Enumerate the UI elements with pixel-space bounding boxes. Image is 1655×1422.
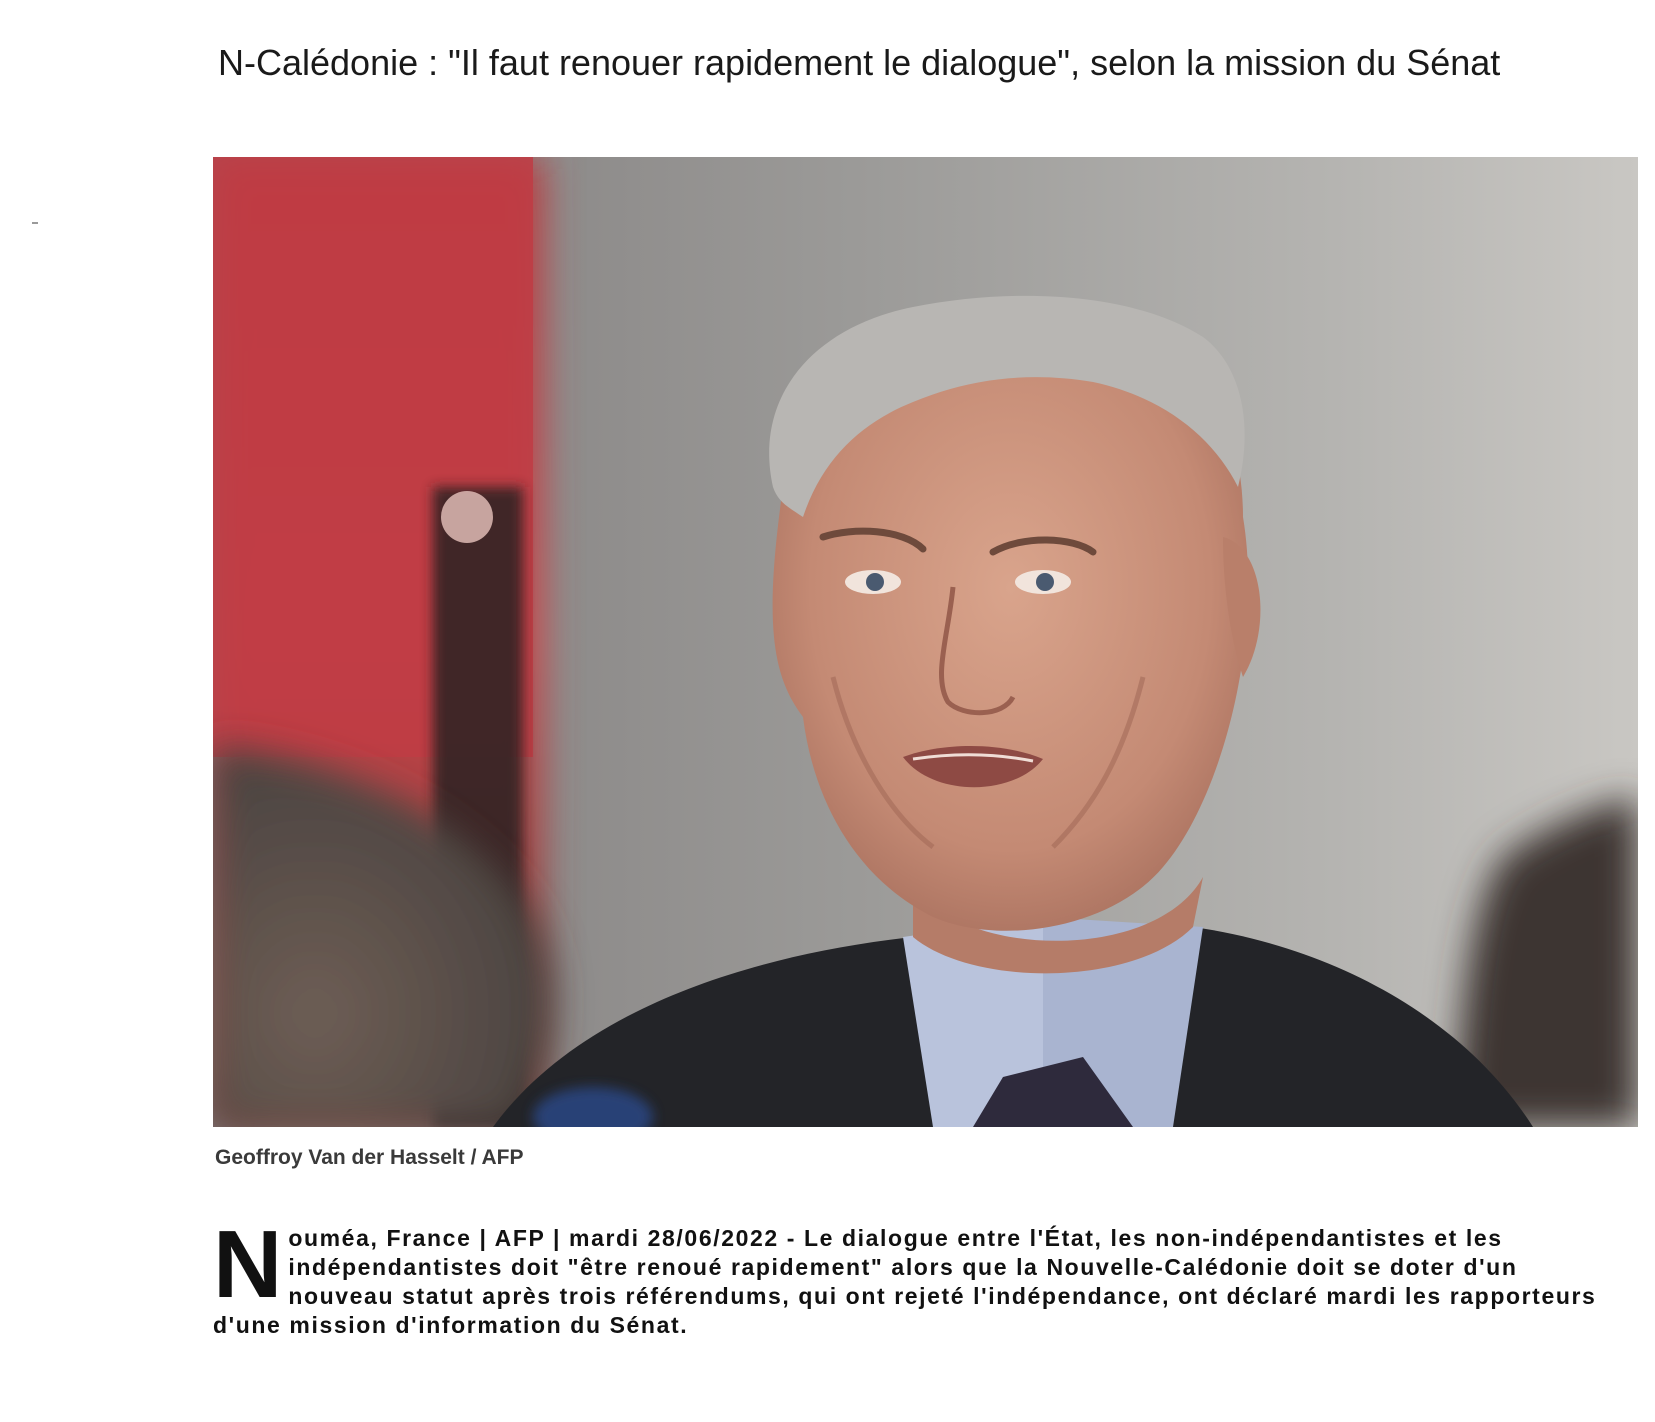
photo-credit: Geoffroy Van der Hasselt / AFP (215, 1146, 524, 1169)
lead-dropcap: N (213, 1211, 283, 1318)
article-lead (213, 1211, 1613, 1340)
article-headline: N-Calédonie : "Il faut renouer rapidement le dialogue", selon la mission du Sénat (218, 42, 1501, 83)
lead-text: ouméa, France | AFP | mardi 28/06/2022 - Le dialogue entre l'État, les non-indépendantistes et les indépendantistes doit "être renoué rapidement" alors que la Nouvelle-Calédonie doit se doter d'un nouveau statut après trois référendums, qui ont rejeté l'indépendance, ont déclaré mardi les rapporteurs d'une mission d'information du Sénat. (213, 1225, 1597, 1338)
portrait-illustration (213, 157, 1638, 1127)
article-photo (213, 157, 1638, 1127)
scan-mark (32, 222, 38, 224)
